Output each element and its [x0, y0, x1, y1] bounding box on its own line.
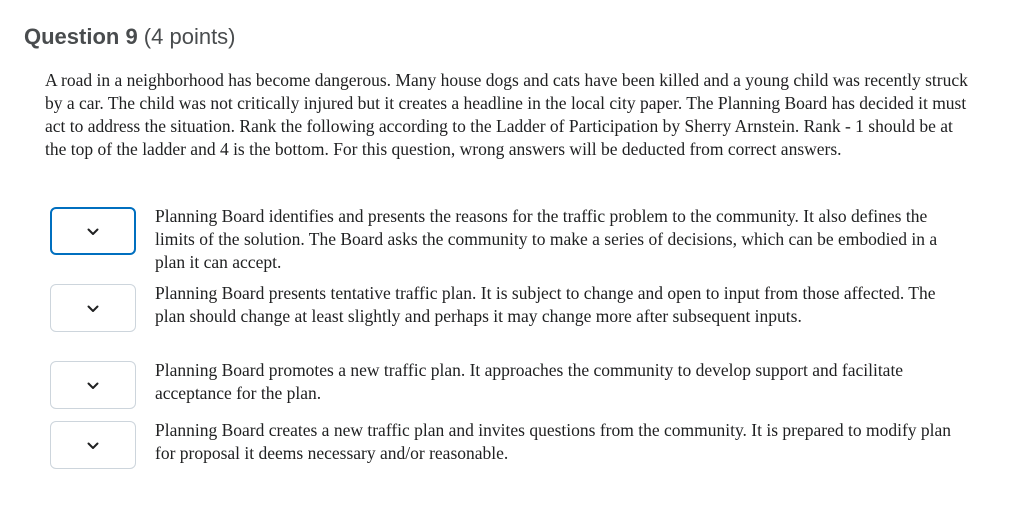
chevron-down-icon: [87, 382, 99, 390]
chevron-down-icon: [87, 228, 99, 236]
option-text: Planning Board creates a new traffic plan and invites questions from the community. It is prepared to modify plan for proposal it deems necessary and/or reasonable.: [155, 420, 952, 463]
chevron-down-icon: [87, 305, 99, 313]
question-title: Question 9: [24, 24, 138, 49]
rank-select-1[interactable]: [50, 207, 136, 255]
rank-select-3[interactable]: [50, 361, 136, 409]
option-text: Planning Board promotes a new traffic plan. It approaches the community to develop support and facilitate acceptance for the plan.: [155, 360, 904, 403]
chevron-down-icon: [87, 442, 99, 450]
question-prompt: A road in a neighborhood has become dangerous. Many house dogs and cats have been killed and a young child was recently struck by a car. The child was not critically injured but it creates a headline in the local city paper. The Planning Board has decided it must act to address the situation. Rank the following according to the Ladder of Participation by Sherry Arnstein. Rank - 1 should be at the top of the ladder and 4 is the bottom. For this question, wrong answers will be deducted from correct answers.: [45, 70, 968, 159]
option-text: Planning Board presents tentative traffic plan. It is subject to change and open to input from those affected. The plan should change at least slightly and perhaps it may change more after subsequent inputs.: [155, 283, 936, 326]
rank-select-2[interactable]: [50, 284, 136, 332]
question-points: (4 points): [137, 24, 236, 49]
option-text: Planning Board identifies and presents the reasons for the traffic problem to the community. It also defines the limits of the solution. The Board asks the community to make a series of decisions, which can be embodied in a plan it can accept.: [155, 206, 938, 272]
rank-select-4[interactable]: [50, 421, 136, 469]
question-header: [24, 22, 236, 52]
